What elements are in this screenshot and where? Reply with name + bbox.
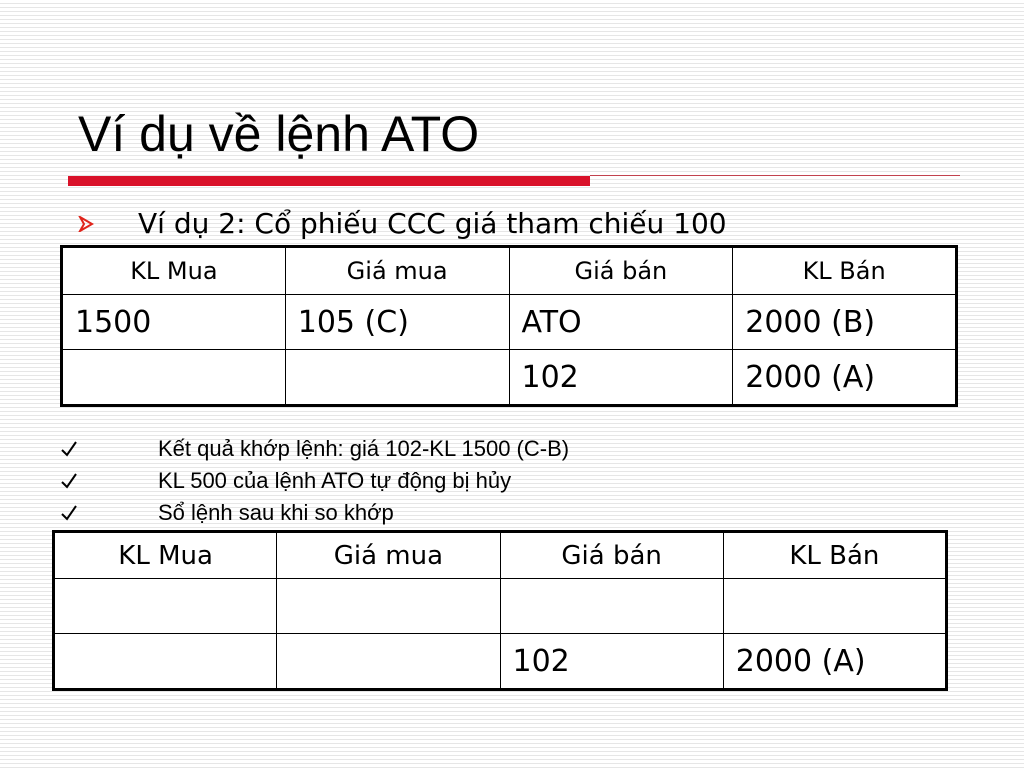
note-text: Kết quả khớp lệnh: giá 102-KL 1500 (C-B) — [158, 436, 570, 461]
note-text: Sổ lệnh sau khi so khớp — [158, 500, 394, 525]
table-cell: 102 — [500, 634, 723, 690]
table-cell: 2000 (A) — [723, 634, 946, 690]
table-cell — [723, 579, 946, 634]
table-row — [62, 350, 957, 406]
table-cell — [277, 634, 500, 690]
table-cell — [285, 350, 509, 406]
checkmark-icon — [60, 504, 78, 522]
table-row — [54, 579, 947, 634]
order-book-after — [52, 530, 948, 691]
table-cell — [277, 579, 500, 634]
table-cell: 102 — [509, 350, 733, 406]
header-cell: Giá mua — [277, 532, 500, 579]
note-item — [60, 497, 569, 529]
table-cell: ATO — [509, 295, 733, 350]
table-row — [54, 634, 947, 690]
header-cell: Giá mua — [285, 247, 509, 295]
checkmark-icon — [60, 440, 78, 458]
order-table-before — [60, 245, 958, 407]
header-cell: KL Bán — [733, 247, 957, 295]
table-header-row — [54, 532, 947, 579]
title-underline-thin — [590, 175, 960, 176]
slide-title: Ví dụ về lệnh ATO — [78, 106, 480, 162]
result-notes — [60, 433, 569, 529]
table-row — [62, 295, 957, 350]
header-cell: Giá bán — [509, 247, 733, 295]
bullet-text: Ví dụ 2: Cổ phiếu CCC giá tham chiếu 100 — [138, 207, 727, 240]
table-cell: 105 (C) — [285, 295, 509, 350]
arrow-bullet-icon — [78, 216, 94, 232]
bullet-item — [78, 204, 727, 244]
header-cell: KL Bán — [723, 532, 946, 579]
note-item — [60, 465, 569, 497]
table-header-row — [62, 247, 957, 295]
note-item — [60, 433, 569, 465]
note-text: KL 500 của lệnh ATO tự động bị hủy — [158, 468, 512, 493]
title-underline-red — [68, 176, 590, 186]
checkmark-icon — [60, 472, 78, 490]
table-cell: 2000 (A) — [733, 350, 957, 406]
header-cell: KL Mua — [62, 247, 286, 295]
table-cell: 2000 (B) — [733, 295, 957, 350]
header-cell: KL Mua — [54, 532, 277, 579]
table-cell — [54, 634, 277, 690]
table-cell — [500, 579, 723, 634]
table-cell — [54, 579, 277, 634]
header-cell: Giá bán — [500, 532, 723, 579]
table-cell — [62, 350, 286, 406]
table-cell: 1500 — [62, 295, 286, 350]
